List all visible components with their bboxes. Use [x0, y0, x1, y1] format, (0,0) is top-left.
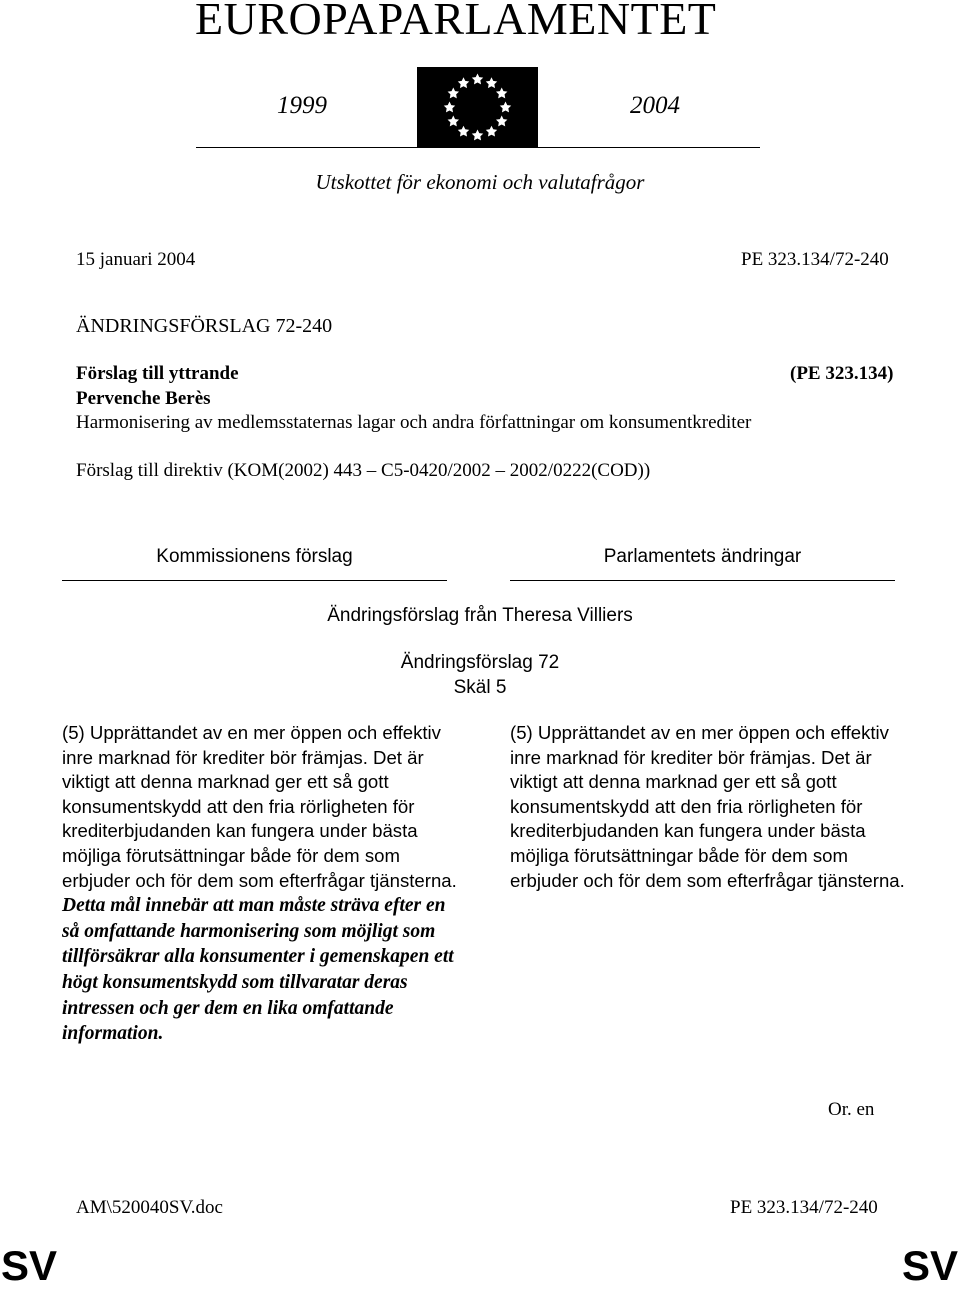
footer-doc-name: AM\520040SV.doc: [76, 1197, 223, 1218]
rapporteur-name: Pervenche Berès: [76, 388, 211, 409]
header-rule: [196, 147, 760, 148]
commission-proposal-heading: Kommissionens förslag: [156, 546, 353, 567]
parliament-amendments-heading: Parlamentets ändringar: [603, 546, 802, 567]
opinion-reference: (PE 323.134): [790, 363, 894, 384]
parliament-text: [510, 721, 910, 893]
term-start-year: 1999: [277, 92, 327, 119]
commission-text-body: (5) Upprättandet av en mer öppen och effektiv inre marknad för krediter bör främjas. Det är viktigt att denna marknad ger ett så gott konsumentskydd att den fria rörligheten för krediterbjudanden kan fungera under bästa möjliga förutsättningar både för dem som erbjuder och för dem som efterfrågar tjänsterna.: [62, 722, 457, 891]
document-reference: PE 323.134/72-240: [741, 249, 889, 270]
language-code-left: SV: [1, 1242, 58, 1289]
commission-text: [62, 721, 462, 1047]
parliament-text-body: (5) Upprättandet av en mer öppen och effektiv inre marknad för krediter bör främjas. Det är viktigt att denna marknad ger ett så gott konsumentskydd att den fria rörligheten för krediterbjudanden kan fungera under bästa möjliga förutsättningar både för dem som erbjuder och för dem som efterfrågar tjänsterna.: [510, 722, 905, 891]
footer-reference: PE 323.134/72-240: [730, 1197, 878, 1218]
institution-title: EUROPAPARLAMENTET: [195, 0, 717, 44]
term-end-year: 2004: [630, 92, 680, 119]
deleted-text: Detta mål innebär att man måste sträva efter en så omfattande harmonisering som möjligt som tillförsäkrar alla konsumenter i gemenskapen ett högt konsumentskydd som tillvaratar deras intressen och ger dem en lika omfattande information.: [62, 895, 454, 1045]
amendment-number: Ändringsförslag 72: [400, 652, 560, 673]
amendment-author: Ändringsförslag från Theresa Villiers: [327, 605, 633, 626]
language-code-right: SV: [901, 1242, 958, 1289]
subject-line: Harmonisering av medlemsstaternas lagar och andra författningar om konsumentkrediter: [76, 412, 752, 433]
committee-name: Utskottet för ekonomi och valutafrågor: [315, 170, 645, 194]
left-column-rule: [62, 580, 447, 581]
document-date: 15 januari 2004: [76, 249, 196, 270]
proposal-reference: Förslag till direktiv (KOM(2002) 443 – C5-0420/2002 – 2002/0222(COD)): [76, 460, 651, 481]
amendment-title: ÄNDRINGSFÖRSLAG 72-240: [76, 315, 333, 337]
eu-flag-logo: [417, 67, 538, 148]
right-column-rule: [510, 580, 895, 581]
opinion-label: Förslag till yttrande: [76, 363, 239, 384]
recital-label: Skäl 5: [453, 677, 507, 698]
original-language: Or. en: [828, 1099, 875, 1120]
